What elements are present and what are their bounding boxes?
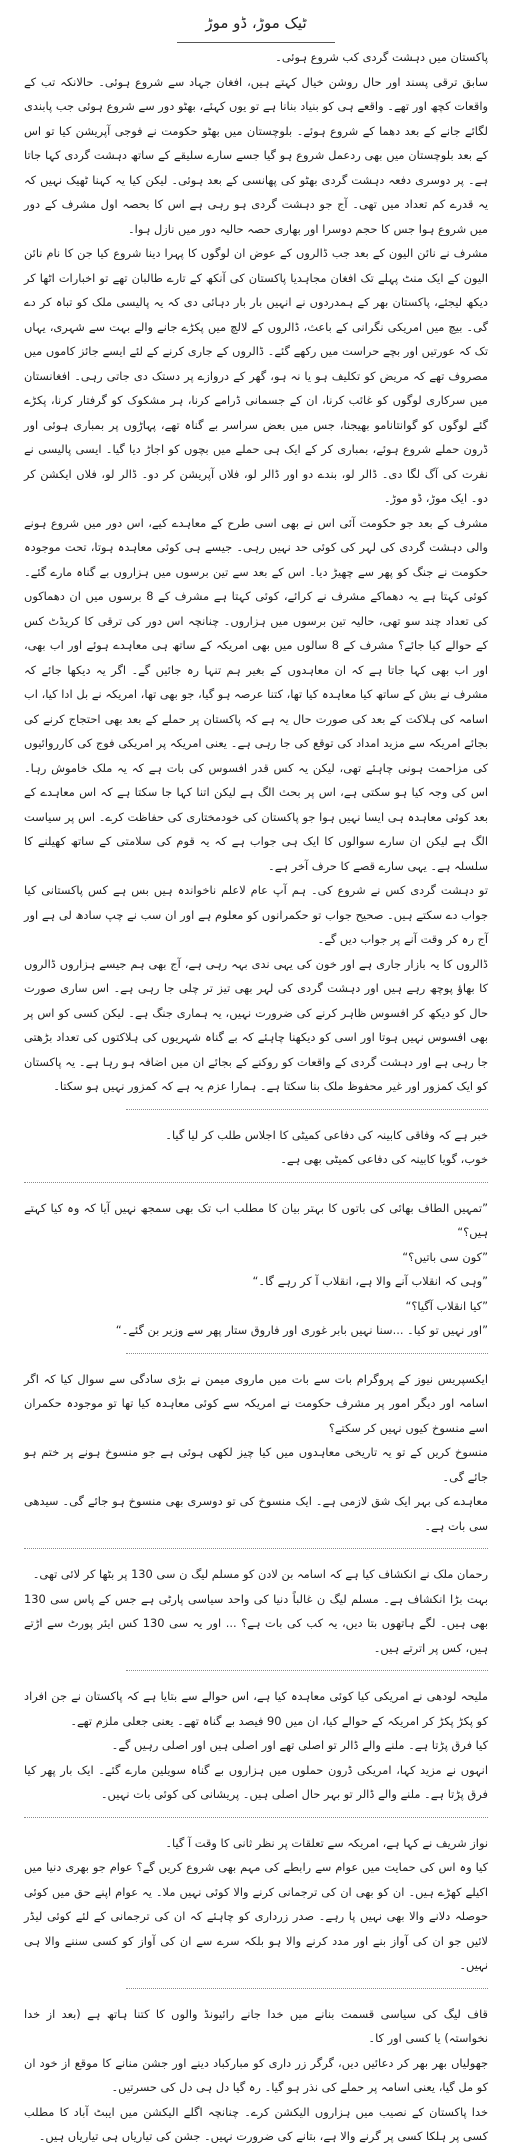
article-section (24, 1123, 488, 1172)
article-paragraph: ملیحہ لودھی نے امریکی کیا کوئی معاہدہ کیا ہے، اس حوالے سے بتایا ہے کہ پاکستان نے جن افراد کو پکڑ پکڑ کر امریکہ کے حوالے کیا، ان میں 90 فیصد بے گناہ تھے۔ یعنی جعلی ملزم تھے۔ (24, 1689, 488, 1728)
article-paragraph: ایکسپریس نیوز کے پروگرام بات سے بات میں ماروی میمن نے بڑی سادگی سے سوال کیا کہ اگر اسامہ اور دیگر امور پر مشرف حکومت نے امریکہ سے کوئی معاہدہ کیا تھا تو موجودہ حکمران اسے منسوخ کیوں نہیں کر سکتے؟ (24, 1371, 488, 1435)
article-section (24, 45, 488, 1099)
article-paragraph: انہوں نے مزید کہا، امریکی ڈرون حملوں میں ہزاروں بے گناہ سویلین مارے گئے۔ ایک بار پھر کیا فرق پڑتا ہے۔ ملنے والے ڈالر تو بہر حال اصلی ہیں۔ پریشانی کی کوئی بات نہیں۔ (24, 1762, 488, 1801)
article-paragraph: ”تمہیں الطاف بھائی کی باتوں کا بہتر بیان کا مطلب اب تک بھی سمجھ نہیں آیا کہ وہ کیا کہتے ہیں؟“ (24, 1200, 488, 1239)
article-paragraph: مشرف کے بعد جو حکومت آئی اس نے بھی اسی طرح کے معاہدے کیے، اس دور میں شروع ہونے والی دہشت گردی کی لہر کی کوئی حد نہیں رہی۔ جیسے ہی کوئی معاہدہ ہوتا، تحت موجودہ حکومت نے جنگ کو پھر سے چھیڑ دیا۔ اس کے بعد سے تین برسوں میں ہزاروں بے گناہ مارے گئے۔ کوئی کہتا ہے یہ دھماکے مشرف نے کرائے، کوئی کہتا ہے مشرف کے 8 برسوں میں ان دھماکوں کی تعداد چند سو تھی، حالیہ تین برسوں میں ہزاروں۔ چنانچہ اس دور کی ترقی کا کریڈٹ کس کے حوالے کیا جائے؟ مشرف کے 8 سالوں میں بھی امریکہ کے ساتھ ہی معاہدے ہوئے اور اب بھی، اور اب بھی کہا جاتا ہے کہ ان معاہدوں کے بغیر ہم تنہا رہ جائیں گے۔ اگر یہ دیکھا جائے کہ مشرف نے بش کے ساتھ کیا معاہدہ کیا تھا، کتنا عرصہ ہو گیا، جو بھی تھا، امریکہ نے بل ادا کیا، اب اسامہ کی ہلاکت کے بعد کی صورت حال یہ ہے کہ پاکستان پر حملے کے بعد بھی احتجاج کرنے کی بجائے امریکہ سے مزید امداد کی توقع کی جا رہی ہے۔ یعنی امریکہ پر امریکی فوج کی کارروائیوں کی مزاحمت ہونی چاہئے تھی، لیکن یہ کس قدر افسوس کی بات ہے کہ یہ ملک خاموش رہا۔ اس کی وجہ کیا ہو سکتی ہے، اس پر بحث الگ ہے لیکن اتنا کہا جا سکتا ہے کہ اس معاہدے کے بعد کوئی معاہدہ ہی ایسا نہیں ہوا جو پاکستان کی خودمختاری کی حفاظت کرے۔ اس پر سیاست الگ ہے لیکن ان سارے سوالوں کا ایک ہی جواب ہے کہ یہ قوم کی سلامتی کے ساتھ کھیلنے کا سلسلہ ہے۔ یہی سارے قصے کا حرف آخر ہے۔ (24, 515, 489, 873)
article-paragraph: کیا وہ اس کی حمایت میں عوام سے رابطے کی مہم بھی شروع کریں گے؟ عوام جو بھری دنیا میں اکیلے کھڑے ہیں۔ ان کو بھی ان کی ترجمانی کرنے والا کوئی نہیں ملا۔ یہ عوام اپنے حق میں کوئی حوصلہ دلانے والا بھی نہیں پا رہے۔ صدر زرداری کو چاہئے کہ ان کی ترجمانی کے لئے کوئی لیڈر لائیں جو ان کی آواز بنے اور مدد کرنے والا ہو بلکہ سرے سے ان کی آواز کو کسی سننے والا ہی نہیں۔ (24, 1860, 488, 1972)
article-title: ٹیک موڑ، ڈو موڑ (205, 14, 307, 32)
article-section (24, 1562, 488, 1660)
article-section (24, 2002, 488, 2149)
section-divider (126, 1353, 488, 1354)
title-underline (177, 42, 335, 43)
article-paragraph: خدا پاکستان کے نصیب میں ہزاروں الیکشن کرے۔ چنانچہ اگلے الیکشن میں ایبٹ آباد کا مطلب کسی پر ہلکا کسی پر گرنے والا ہے، بتانے کی ضرورت نہیں۔ جشن کی تیاریاں ہی تیاریاں ہیں۔ (24, 2104, 488, 2143)
article-paragraph: سابق ترقی پسند اور حال روشن خیال کہتے ہیں، افغان جہاد سے شروع ہوئی۔ حالانکہ تب کے واقعات کچھ اور تھے۔ واقعے ہی کو بنیاد بنانا ہے تو یوں کہئے، بھٹو دور سے شروع ہوئی جب پابندی لگائے جانے کے بعد دھما کے شروع ہوئے۔ بلوچستان میں بھٹو حکومت نے فوجی آپریشن کیا تو اس کے بعد بلوچستان میں بھی ردعمل شروع ہو گیا جسے سارے سلیقے کے ساتھ دہشت گردی کہا جاتا ہے۔ پر دوسری دفعہ دہشت گردی بھٹو کی پھانسی کے بعد ہوئی۔ لیکن کیا یہ کہنا ٹھیک نہیں کہ یہ قدرے کم تعداد میں تھی۔ آج جو دہشت گردی ہو رہی ہے اس کا بحصہ اول مشرف کے دور میں شروع ہوا جس کا حجم دوسرا اور بھاری حصہ حالیہ دور میں نازل ہوا۔ (24, 74, 488, 236)
article-paragraph: خوب، گویا کابینہ کی دفاعی کمیٹی بھی ہے۔ (280, 1152, 488, 1166)
article-section (24, 1196, 488, 1343)
article-section (24, 1831, 488, 1978)
section-divider (24, 1548, 488, 1549)
section-divider (24, 1817, 488, 1818)
article-paragraph: خبر ہے کہ وفاقی کابینہ کی دفاعی کمیٹی کا اجلاس طلب کر لیا گیا۔ (165, 1127, 488, 1142)
article-paragraph: جھولیاں بھر بھر کر دعائیں دیں، گرگر زر داری کو مبارکباد دینے اور جشن منانے کا موقع از خود ان کو مل گیا، یعنی اسامہ پر حملے کی نذر ہو گیا۔ رہ گیا دل ہی دل کی حسرتیں۔ (24, 2055, 488, 2094)
article-paragraph: قاف لیگ کی سیاسی قسمت بنانے میں خدا جانے رائیونڈ والوں کا کتنا ہاتھ ہے (بعد از خدا نخواستہ) یا کسی اور کا۔ (24, 2006, 488, 2045)
article-paragraph: بہت بڑا انکشاف ہے۔ مسلم لیگ ن غالباً دنیا کی واحد سیاسی پارٹی ہے جس کے پاس سی 130 بھی ہیں۔ لگے ہاتھوں بتا دیں، یہ کب کی بات ہے؟ ... اور یہ سی 130 کس ایئر پورٹ سے اڑتے ہیں، کس پر اترتے ہیں۔ (24, 1591, 488, 1655)
section-divider (126, 1988, 488, 1989)
article-paragraph: مشرف نے نائن الیون کے بعد جب ڈالروں کے عوض ان لوگوں کا پہرا دینا شروع کیا جن کا نام نائن الیون کے ایک منٹ پہلے تک افغان مجاہدیا پاکستان کی آنکھ کے تارے طالبان تھے تو اخبارات اٹھا کر دیکھ لیجئے، پاکستان بھر کے ہمدردوں نے انہیں بار بار دہائی دی کہ یہ پالیسی ملک کو تباہ کر دے گی۔ بیچ میں امریکی نگرانی کے باعث، ڈالروں کے لالچ میں پکڑے جانے والے بہت سے شہری، یہاں تک کہ عورتیں اور بچے حراست میں رکھے گئے۔ ڈالروں کے جاری کرنے کے لئے ایسے جائز کاموں میں مصروف تھے کہ مریض کو تکلیف ہو یا نہ ہو، گھر کے دروازے پر دستک دی جاتی رہی۔ افغانستان میں سرکاری لوگوں کو غائب کرنا، ان کے جسمانی ڈرامے کرنا، ہر مشکوک کو گرفتار کرنا، پکڑے گئے لوگوں کو گوانتانامو بھیجنا، جس میں بعض سراسر بے گناہ تھے، پہاڑوں پر بمباری ہوئی اور ڈرون حملے شروع ہوئے، بمباری کر کے ایک ہی حملے میں بچوں کو اجاڑ دیا گیا۔ ایسی پالیسی نے نفرت کی آگ لگا دی۔ ڈالر لو، بندے دو اور ڈالر لو، فلاں آپریشن کر دو۔ ڈالر لو، فلاں ایکشن کر دو۔ ایک موڑ، ڈو موڑ۔ (24, 246, 488, 505)
article-paragraph: کیا فرق پڑتا ہے۔ ملنے والے ڈالر تو اصلی تھے اور اصلی ہیں اور اصلی رہیں گے۔ (111, 1738, 488, 1752)
article-paragraph: ڈالروں کا یہ بازار جاری ہے اور خون کی یہی ندی بہہ رہی ہے، آج بھی ہم جیسے ہزاروں ڈالروں کا بھاؤ پوچھ رہے ہیں اور دہشت گردی کی لہر بھی تیز تر چلی جا رہی ہے۔ اس ساری صورت حال کو دیکھ کر افسوس ظاہر کرنے کی ضرورت نہیں، یہ ہماری جنگ ہے۔ لیکن کسی کو اس پر بھی افسوس نہیں ہوتا اور اسی کو دیکھنا چاہئے کہ بے گناہ شہریوں کی ہلاکتوں کی تعداد بڑھتی جا رہی ہے اور دہشت گردی کے واقعات کو روکنے کے بجائے ان میں اضافہ ہو رہا ہے۔ یہ پاکستان کو ایک کمزور اور غیر محفوظ ملک بنا سکتا ہے۔ ہمارا عزم یہ ہے کہ کمزور نہیں ہو سکتا۔ (24, 956, 488, 1093)
section-divider (24, 1182, 488, 1183)
article-paragraph: منسوخ کریں کے تو یہ تاریخی معاہدوں میں کیا چیز لکھی ہوئی ہے جو منسوخ ہونے پر ختم ہو جائے گی۔ (24, 1445, 488, 1484)
article-section (24, 1684, 488, 1807)
article-paragraph: معاہدے کی بہر ایک شق لازمی ہے۔ ایک منسوخ کی تو دوسری بھی منسوخ ہو جائے گی۔ سیدھی سی بات ہے۔ (24, 1494, 488, 1533)
article-paragraph: ”اور نہیں تو کیا۔ ...سنا نہیں بابر غوری اور فاروق ستار پھر سے وزیر بن گئے۔“ (115, 1323, 488, 1337)
article-paragraph: ”وہی کہ انقلاب آنے والا ہے، انقلاب آ کر رہے گا۔“ (252, 1274, 488, 1288)
article-paragraph: تو دہشت گردی کس نے شروع کی۔ ہم آپ عام لاعلم ناخواندہ ہیں بس ہے کس پاکستانی کیا جواب دے سکتے ہیں۔ صحیح جواب تو حکمرانوں کو معلوم ہے اور ان سب نے چپ سادھ لی ہے اور آج رہ کر وقت آنے پر جواب دیں گے۔ (24, 883, 488, 946)
article-paragraph: ”کون سی باتیں؟“ (402, 1249, 488, 1264)
article-paragraph: ”کیا انقلاب آگیا؟“ (405, 1298, 488, 1313)
section-divider (126, 1109, 488, 1110)
article-body (24, 45, 488, 2149)
article-section (24, 1367, 488, 1539)
article-paragraph: رحمان ملک نے انکشاف کیا ہے کہ اسامہ بن لادن کو مسلم لیگ ن سی 130 پر بٹھا کر لائی تھی۔ (32, 1567, 488, 1581)
article-paragraph: نواز شریف نے کہا ہے، امریکہ سے تعلقات پر نظر ثانی کا وقت آ گیا۔ (165, 1835, 488, 1850)
section-divider (126, 1670, 488, 1671)
article-paragraph: پاکستان میں دہشت گردی کب شروع ہوئی۔ (275, 50, 488, 64)
